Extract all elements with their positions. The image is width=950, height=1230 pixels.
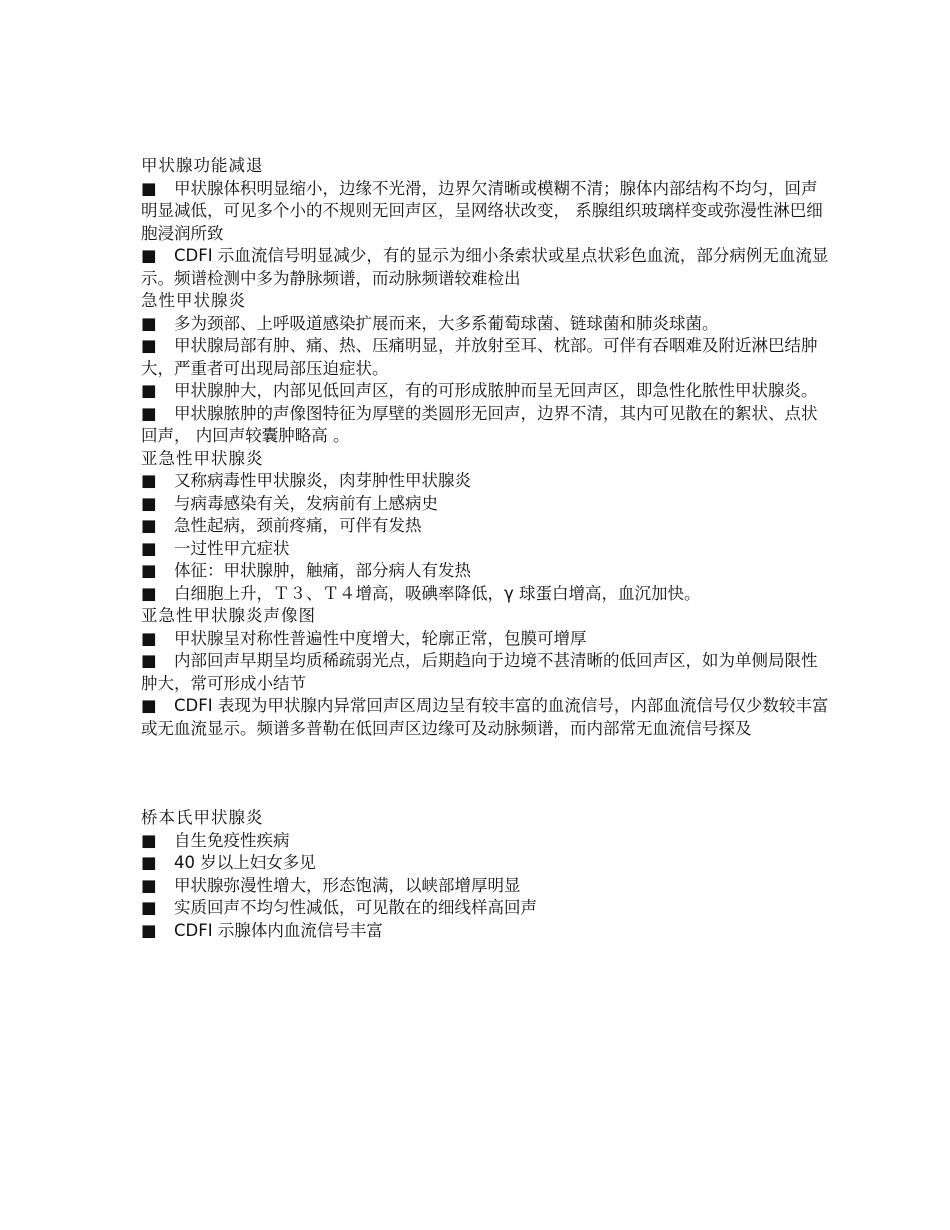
section-heading: 亚急性甲状腺炎 <box>141 448 264 468</box>
item-text: 40 岁以上妇女多见 <box>174 853 316 872</box>
bullet-icon: ■ <box>141 561 157 580</box>
bullet-icon: ■ <box>141 853 157 872</box>
document-page <box>141 155 831 942</box>
bullet-icon: ■ <box>141 336 157 355</box>
list-item <box>141 920 831 943</box>
item-text: 白细胞上升，Ｔ３、Ｔ４增高，吸碘率降低，γ 球蛋白增高，血沉加快。 <box>174 583 701 603</box>
bullet-icon: ■ <box>141 830 157 850</box>
item-text: 体征：甲状腺肿，触痛，部分病人有发热 <box>174 561 471 580</box>
bullet-icon: ■ <box>141 628 157 648</box>
bullet-icon: ■ <box>141 471 157 490</box>
item-text: 甲状腺体积明显缩小，边缘不光滑，边界欠清晰或模糊不清；腺体内部结构不均匀，回声明显减低，可见多个小的不规则无回声区，呈网络状改变， 系腺组织玻璃样变或弥漫性淋巴细胞浸润所致 <box>141 178 823 243</box>
section-subacute-thyroiditis <box>141 448 831 606</box>
bullet-icon: ■ <box>141 381 157 400</box>
list-item <box>141 560 831 583</box>
spacer <box>141 740 831 807</box>
item-text: 自生免疫性疾病 <box>174 830 290 850</box>
section-heading: 急性甲状腺炎 <box>141 291 246 310</box>
section-heading: 桥本氏甲状腺炎 <box>141 808 264 827</box>
list-item <box>141 583 831 606</box>
item-text: 内部回声早期呈均质稀疏弱光点，后期趋向于边境不甚清晰的低回声区，如为单侧局限性肿大，常可形成小结节 <box>141 651 818 693</box>
bullet-icon: ■ <box>141 583 157 603</box>
bullet-icon: ■ <box>141 538 157 558</box>
list-item <box>141 830 831 853</box>
section-heading: 亚急性甲状腺炎声像图 <box>141 606 316 625</box>
bullet-icon: ■ <box>141 898 157 917</box>
section-acute-thyroiditis <box>141 290 831 448</box>
section-hypothyroidism <box>141 155 831 290</box>
item-text: 甲状腺肿大，内部见低回声区，有的可形成脓肿而呈无回声区，即急性化脓性甲状腺炎。 <box>174 381 818 400</box>
item-text: CDFI 示血流信号明显减少，有的显示为细小条索状或星点状彩色血流，部分病例无血流显示。频谱检测中多为静脉频谱，而动脉频谱较难检出 <box>141 246 829 288</box>
list-item <box>141 695 831 740</box>
list-item <box>141 875 831 898</box>
list-item <box>141 380 831 403</box>
item-text: CDFI 表现为甲状腺内异常回声区周边呈有较丰富的血流信号，内部血流信号仅少数较丰富或无血流显示。频谱多普勒在低回声区边缘可及动脉频谱，而内部常无血流信号探及 <box>141 696 829 738</box>
bullet-icon: ■ <box>141 178 157 198</box>
item-text: 甲状腺局部有肿、痛、热、压痛明显，并放射至耳、枕部。可伴有吞咽难及附近淋巴结肿大，严重者可出现局部压迫症状。 <box>141 336 818 378</box>
item-text: 又称病毒性甲状腺炎，肉芽肿性甲状腺炎 <box>174 471 471 490</box>
list-item <box>141 245 831 290</box>
bullet-icon: ■ <box>141 246 157 265</box>
list-item <box>141 493 831 516</box>
bullet-icon: ■ <box>141 696 157 715</box>
section-subacute-ultrasound <box>141 605 831 740</box>
bullet-icon: ■ <box>141 516 157 535</box>
item-text: 一过性甲亢症状 <box>174 538 290 558</box>
list-item <box>141 335 831 380</box>
section-hashimoto <box>141 807 831 942</box>
section-heading: 甲状腺功能减退 <box>141 156 264 175</box>
item-text: 甲状腺脓肿的声像图特征为厚壁的类圆形无回声，边界不清，其内可见散在的絮状、点状回声， 内回声较囊肿略高 。 <box>141 403 818 445</box>
item-text: 与病毒感染有关，发病前有上感病史 <box>174 493 438 513</box>
bullet-icon: ■ <box>141 651 157 670</box>
list-item <box>141 313 831 336</box>
item-text: 多为颈部、上呼吸道感染扩展而来，大多系葡萄球菌、链球菌和肺炎球菌。 <box>174 313 719 333</box>
bullet-icon: ■ <box>141 875 157 895</box>
bullet-icon: ■ <box>141 403 157 423</box>
list-item <box>141 852 831 875</box>
list-item <box>141 628 831 651</box>
item-text: 急性起病，颈前疼痛，可伴有发热 <box>174 516 422 535</box>
bullet-icon: ■ <box>141 313 157 333</box>
list-item <box>141 470 831 493</box>
list-item <box>141 178 831 246</box>
item-text: CDFI 示腺体内血流信号丰富 <box>174 920 383 940</box>
bullet-icon: ■ <box>141 493 157 513</box>
list-item <box>141 897 831 920</box>
list-item <box>141 538 831 561</box>
item-text: 甲状腺弥漫性增大，形态饱满，以峡部增厚明显 <box>174 875 521 895</box>
bullet-icon: ■ <box>141 920 157 940</box>
list-item <box>141 515 831 538</box>
list-item <box>141 650 831 695</box>
item-text: 甲状腺呈对称性普遍性中度增大，轮廓正常，包膜可增厚 <box>174 628 587 648</box>
item-text: 实质回声不均匀性减低，可见散在的细线样高回声 <box>174 898 537 917</box>
list-item <box>141 403 831 448</box>
